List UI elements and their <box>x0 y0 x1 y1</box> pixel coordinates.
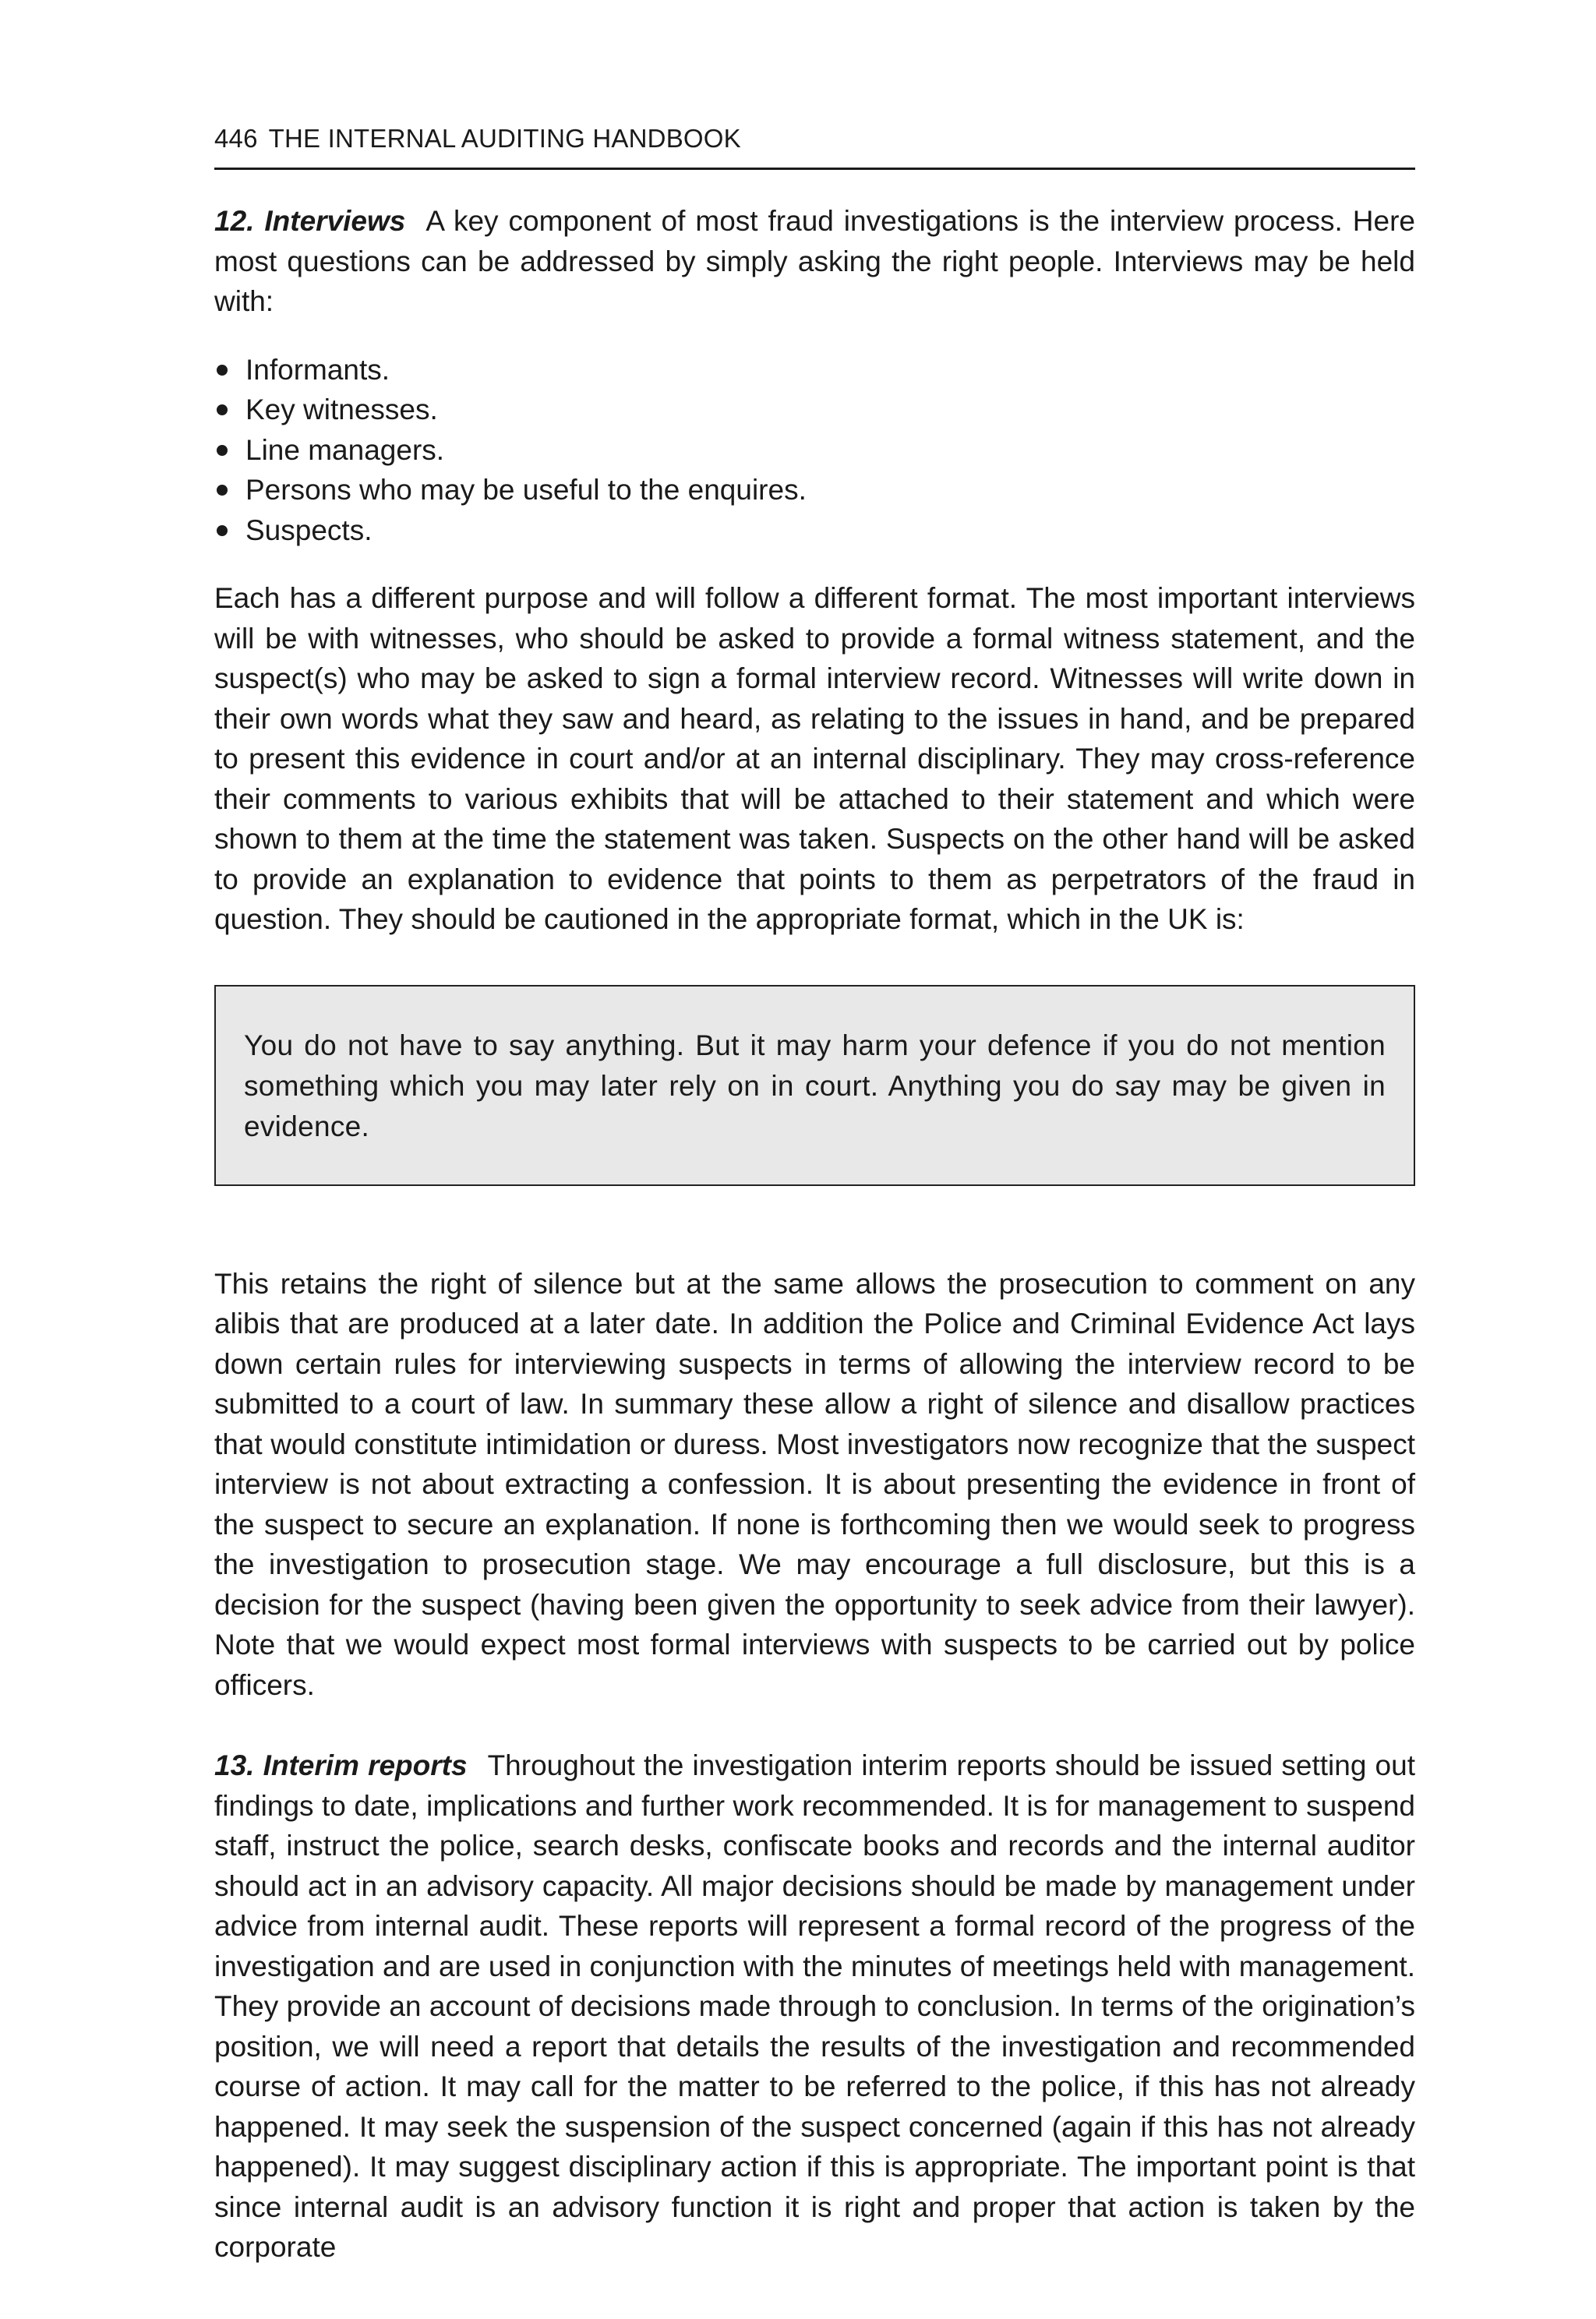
page-content <box>214 201 1415 2268</box>
interviewee-list <box>214 350 1415 551</box>
caution-box <box>214 985 1415 1186</box>
running-head <box>214 120 1415 157</box>
bullet-icon <box>217 404 228 415</box>
section-13-heading: 13. Interim reports <box>214 1749 468 1781</box>
list-item <box>214 350 1415 390</box>
section-12-intro <box>214 201 1415 322</box>
section-13-text: Throughout the investigation interim reports should be issued setting out findings to date, implications and further work recommended. It is for management to suspend staff, instruct the police, search desks, confiscate books and records and the internal auditor should act in an advisory capacity. All major decisions should be made by management under advice from internal audit. These reports will represent a formal record of the progress of the investigation and are used in conjunction with the minutes of meetings held with management. They provide an account of decisions made through to conclusion. In terms of the origination’s position, we will need a report that details the results of the investigation and recommended course of action. It may call for the matter to be referred to the police, if this has not already happened. It may seek the suspension of the suspect concerned (again if this has not already happened). It may suggest disciplinary action if this is appropriate. The important point is that since internal audit is an advisory function it is right and proper that action is taken by the corporate <box>214 1749 1415 2263</box>
header-rule <box>214 168 1415 170</box>
section-12-heading: 12. Interviews <box>214 205 406 237</box>
section-12-paragraph: Each has a different purpose and will follow a different format. The most important interviews will be with witnesses, who should be asked to provide a formal witness statement, and the suspect(s) who may be asked to sign a formal interview record. Witnesses will write down in their own words what they saw and heard, as relating to the issues in hand, and be prepared to present this evidence in court and/or at an internal disciplinary. They may cross-reference their comments to various exhibits that will be attached to their statement and which were shown to them at the time the statement was taken. Suspects on the other hand will be asked to provide an explanation to evidence that points to them as perpetrators of the fraud in question. They should be cautioned in the appropriate format, which in the UK is: <box>214 582 1415 935</box>
section-12-after-caution: This retains the right of silence but at the same allows the prosecution to comment on any alibis that are produced at a later date. In addition the Police and Criminal Evidence Act lays down certain rules for interviewing suspects in terms of allowing the interview record to be submitted to a court of law. In summary these allow a right of silence and disallow practices that would constitute intimidation or duress. Most investigators now recognize that the suspect interview is not about extracting a confession. It is about presenting the evidence in front of the suspect to secure an explanation. If none is forthcoming then we would seek to progress the investigation to prosecution stage. We may encourage a full disclosure, but this is a decision for the suspect (having been given the opportunity to seek advice from their lawyer). Note that we would expect most formal interviews with suspects to be carried out by police officers. <box>214 1267 1415 1701</box>
book-page <box>214 0 1415 2319</box>
list-item-text: Key witnesses. <box>245 394 438 425</box>
list-item-text: Persons who may be useful to the enquires. <box>245 474 807 506</box>
section-12-intro-text: A key component of most fraud investigations is the interview process. Here most questions can be addressed by simply asking the right people. Interviews may be held with: <box>214 205 1415 317</box>
page-number: 446 <box>214 124 258 153</box>
bullet-icon <box>217 365 228 376</box>
bullet-icon <box>217 445 228 456</box>
section-13-paragraph <box>214 1745 1415 2268</box>
list-item-text: Line managers. <box>245 433 445 466</box>
list-item-text: Informants. <box>245 353 390 386</box>
book-title: THE INTERNAL AUDITING HANDBOOK <box>268 124 741 153</box>
bullet-icon <box>217 485 228 496</box>
bullet-icon <box>217 525 228 536</box>
list-item-text: Suspects. <box>245 514 373 546</box>
caution-text: You do not have to say anything. But it may harm your defence if you do not mention something which you may later rely on in court. Anything you do say may be given in evidence. <box>244 1029 1386 1142</box>
list-item <box>214 430 1415 471</box>
list-item <box>214 470 1415 510</box>
list-item <box>214 390 1415 430</box>
list-item <box>214 510 1415 551</box>
